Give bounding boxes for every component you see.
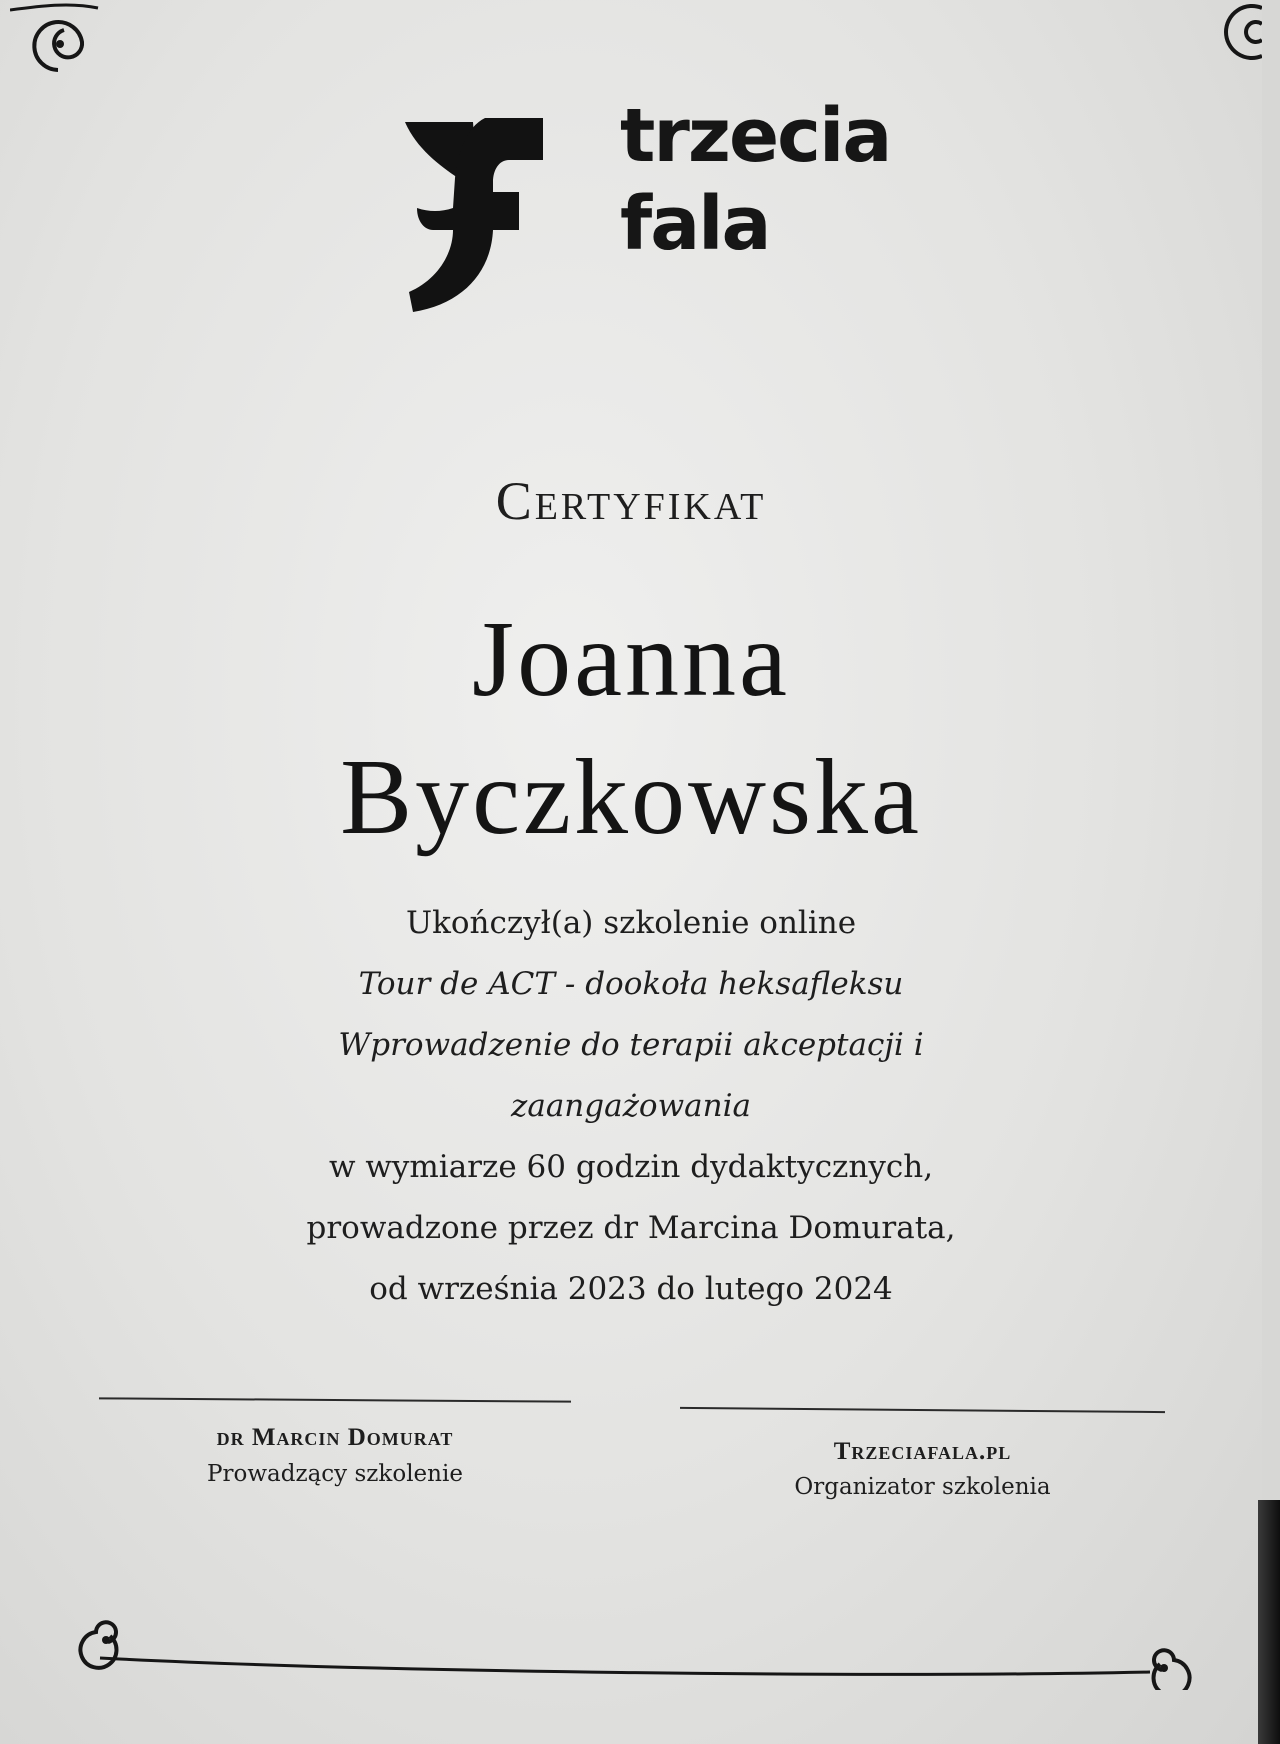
date-range-line: od września 2023 do lutego 2024 <box>369 1271 893 1307</box>
signatory-role-right: Organizator szkolenia <box>794 1474 1051 1500</box>
signatory-name-left: dr Marcin Domurat <box>216 1424 454 1451</box>
course-title-line-1: Tour de ACT - dookoła heksafleksu <box>358 966 904 1002</box>
certificate-title: Certyfikat <box>495 471 767 531</box>
background-edge <box>1258 1500 1280 1744</box>
certificate-body <box>0 898 1262 1325</box>
signatory-role-left: Prowadzący szkolenie <box>207 1461 463 1487</box>
completion-line: Ukończył(a) szkolenie online <box>405 905 857 941</box>
bottom-border-swirl-icon <box>70 1610 1210 1690</box>
course-title-line-3: zaangażowania <box>511 1088 751 1124</box>
corner-swirl-top-left-icon <box>10 0 100 90</box>
recipient-last-name: Byczkowska <box>340 738 922 857</box>
brand-line-2: fala <box>620 181 770 267</box>
course-title-line-2: Wprowadzenie do terapii akceptacji i <box>338 1027 924 1063</box>
hours-line: w wymiarze 60 godzin dydaktycznych, <box>328 1149 934 1185</box>
corner-swirl-top-right-icon <box>1222 0 1262 70</box>
brand-wordmark <box>620 92 890 268</box>
signatory-name-right: Trzeciafala.pl <box>833 1438 1012 1465</box>
instructor-line: prowadzone przez dr Marcina Domurata, <box>306 1210 956 1246</box>
wave-f-logo-icon <box>403 112 553 312</box>
recipient-first-name: Joanna <box>472 600 790 719</box>
brand-line-1: trzecia <box>620 93 891 179</box>
